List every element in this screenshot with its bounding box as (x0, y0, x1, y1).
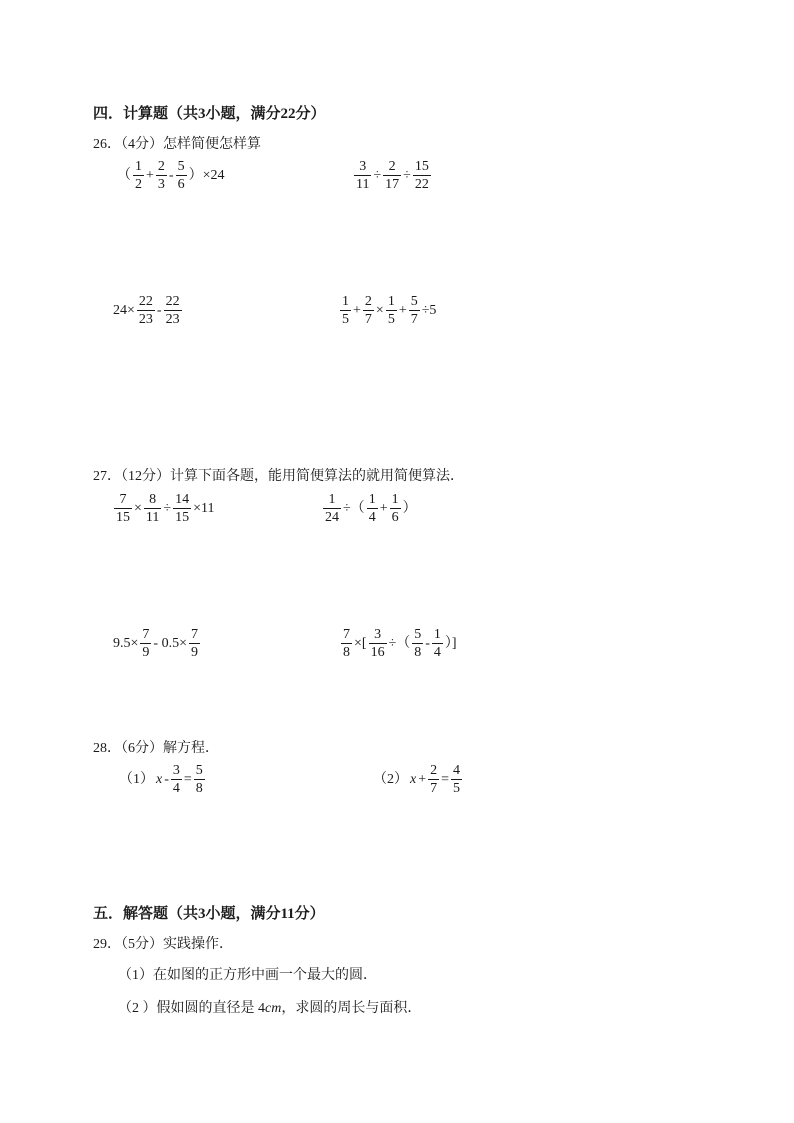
fraction: $\frac{1}{5}$ (387, 294, 395, 327)
question-29-part-2 (118, 997, 421, 1017)
operator: ×11 (193, 501, 215, 516)
fraction: $\frac{22}{23}$ (138, 294, 153, 327)
q27-expression-3 (112, 628, 201, 660)
fraction: $\frac{7}{15}$ (116, 492, 130, 525)
section-title: 四．计算题（共3小题，满分22分） (93, 106, 326, 122)
fraction: $\frac{1}{6}$ (391, 492, 399, 525)
fraction: $\frac{3}{4}$ (172, 763, 180, 796)
equals: = (441, 772, 450, 787)
fraction: $\frac{7}{8}$ (343, 627, 350, 660)
operator: + (418, 772, 427, 787)
question-29-header: 29．（5分）实践操作． (93, 937, 233, 952)
q28-equation-1 (118, 764, 206, 796)
operator: ÷ (403, 168, 411, 183)
q27-expression-1 (113, 493, 215, 525)
fraction: $\frac{8}{11}$ (145, 492, 160, 525)
operator: ÷（ (388, 636, 411, 651)
operator: + (398, 303, 407, 318)
operator: - (425, 636, 430, 651)
fraction: $\frac{5}{8}$ (195, 763, 203, 796)
fraction: $\frac{1}{2}$ (135, 159, 142, 192)
fraction: $\frac{2}{17}$ (385, 159, 400, 192)
question-29-part-1: （1）在如图的正方形中画一个最大的圆． (118, 968, 377, 983)
operator: + (379, 501, 388, 516)
operator: 24× (113, 303, 135, 318)
sub-label: （1） (119, 772, 154, 787)
fraction: $\frac{5}{6}$ (177, 159, 185, 192)
part-2-text-end: ，求圆的周长与面积． (281, 1001, 422, 1016)
operator: ÷ (163, 501, 172, 516)
q27-expression-2 (322, 493, 418, 525)
operator: × (134, 501, 142, 516)
question-26-header: 26．（4分）怎样简便怎样算 (93, 137, 261, 152)
variable: x (156, 772, 163, 787)
fraction: $\frac{14}{15}$ (175, 492, 190, 525)
q28-equation-2 (372, 764, 463, 796)
sub-label: （2） (373, 772, 408, 787)
operator: ÷ (373, 168, 382, 183)
fraction: $\frac{7}{9}$ (190, 627, 198, 660)
fraction: $\frac{1}{4}$ (368, 492, 376, 525)
fraction: $\frac{7}{9}$ (142, 627, 150, 660)
fraction: $\frac{5}{8}$ (414, 627, 422, 660)
fraction: $\frac{1}{24}$ (325, 492, 339, 525)
variable: x (410, 772, 417, 787)
operator: ÷5 (421, 303, 437, 318)
fraction: $\frac{2}{3}$ (157, 159, 165, 192)
question-27-header: 27．（12分）计算下面各题，能用简便算法的就用简便算法． (93, 469, 464, 484)
operator: × (375, 303, 384, 318)
fraction: $\frac{5}{7}$ (410, 294, 418, 327)
fraction: $\frac{2}{7}$ (430, 763, 438, 796)
fraction: $\frac{22}{23}$ (165, 294, 180, 327)
fraction: $\frac{3}{11}$ (356, 159, 370, 192)
operator: ）] (444, 636, 457, 651)
fraction: $\frac{1}{4}$ (433, 627, 441, 660)
fraction: $\frac{4}{5}$ (453, 763, 461, 796)
q27-expression-4 (340, 628, 458, 660)
operator: ÷（ (343, 501, 365, 516)
q26-expression-2 (353, 160, 432, 192)
unit: cm (265, 1001, 282, 1016)
fraction: $\frac{3}{16}$ (370, 627, 385, 660)
q26-expression-3 (112, 295, 183, 327)
q26-expression-4 (339, 295, 437, 327)
operator: + (146, 168, 154, 183)
operator: + (353, 303, 361, 318)
operator: - 0.5× (153, 636, 187, 651)
fraction: $\frac{15}{22}$ (414, 159, 429, 192)
part-2-text: （2 ）假如圆的直径是 4 (118, 1001, 265, 1016)
section-title: 五．解答题（共3小题，满分11分） (93, 906, 325, 922)
operator: - (168, 168, 174, 183)
operator: ×[ (354, 636, 367, 651)
fraction: $\frac{1}{5}$ (342, 294, 349, 327)
operator: - (156, 303, 162, 318)
operator: ）×24 (188, 168, 225, 183)
equals: = (183, 772, 192, 787)
q26-expression-1 (116, 160, 225, 192)
fraction: $\frac{2}{7}$ (364, 294, 372, 327)
paren-open: （ (117, 168, 131, 183)
operator: ） (402, 501, 417, 516)
question-28-header: 28．（6分）解方程． (93, 741, 219, 756)
operator: 9.5× (113, 636, 139, 651)
operator: - (164, 772, 169, 787)
